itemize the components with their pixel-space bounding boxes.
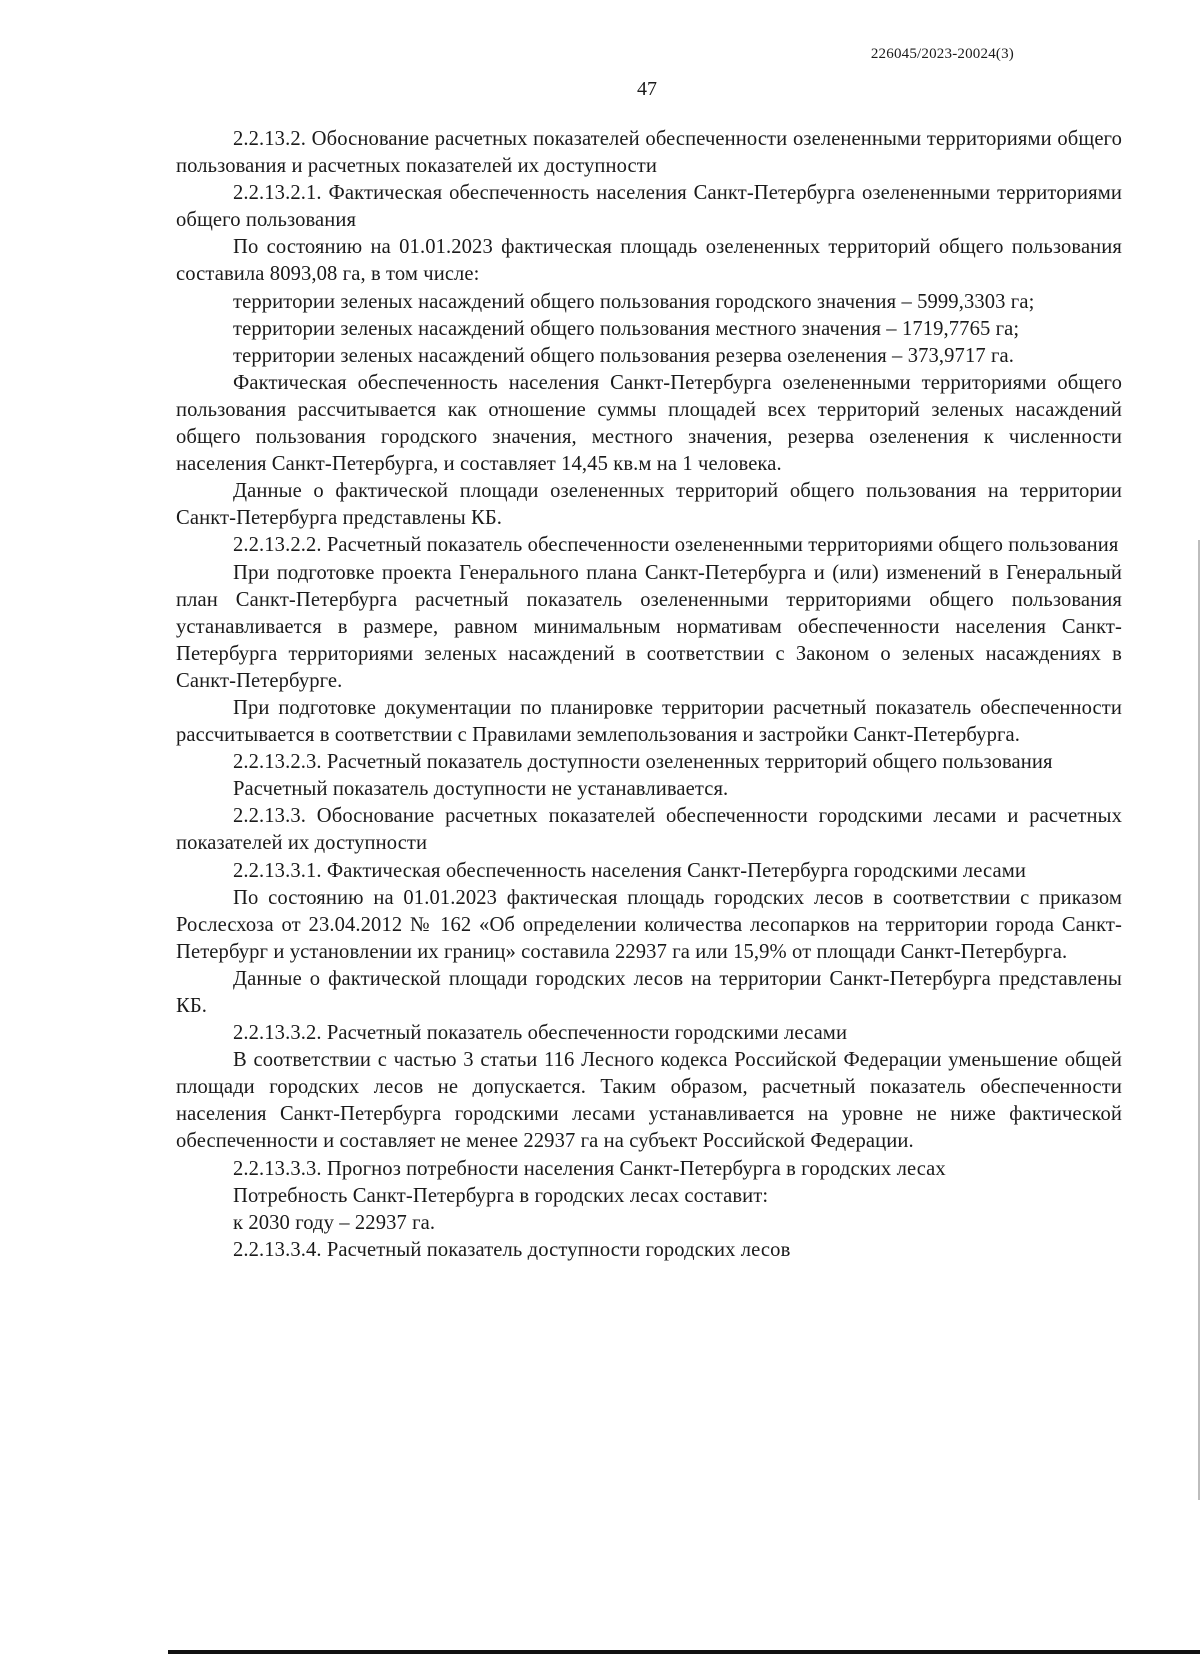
paragraph-total-green-area: По состоянию на 01.01.2023 фактическая площадь озелененных территорий общего пользования составила 8093,08 га, в том числе: <box>176 236 1122 286</box>
section-heading-2-2-13-2: 2.2.13.2. Обоснование расчетных показателей обеспеченности озелененными территориями общего пользования и расчетных показателей их доступности <box>176 128 1122 178</box>
document-body <box>176 126 1122 1264</box>
list-item-city-level-green: территории зеленых насаждений общего пользования городского значения – 5999,3303 га; <box>233 290 1035 313</box>
subsection-heading-2-2-13-2-1: 2.2.13.2.1. Фактическая обеспеченность населения Санкт-Петербурга озелененными территориями общего пользования <box>176 182 1122 232</box>
subsection-heading-2-2-13-2-3: 2.2.13.2.3. Расчетный показатель доступности озелененных территорий общего пользования <box>233 751 1053 774</box>
document-registration-number: 226045/2023-20024(3) <box>870 46 1014 62</box>
paragraph-actual-provision: Фактическая обеспеченность населения Санкт-Петербурга озелененными территориями общего пользования рассчитывается как отношение суммы площадей всех территорий зеленых насаждений общего пользования городского значения, местного значения, резерва озеленения к численности населения Санкт-Петербурга, и составляет 14,45 кв.м на 1 человека. <box>176 371 1122 476</box>
paragraph-forest-code-article: В соответствии с частью 3 статьи 116 Лесного кодекса Российской Федерации уменьшение общей площади городских лесов не допускается. Таким образом, расчетный показатель обеспеченности населения Санкт-Петербурга городскими лесами устанавливается на уровне не ниже фактической обеспеченности и составляет не менее 22937 га на субъект Российской Федерации. <box>176 1049 1122 1153</box>
paragraph-forest-demand-2030: к 2030 году – 22937 га. <box>233 1211 436 1234</box>
page-number: 47 <box>637 78 657 100</box>
subsection-heading-2-2-13-3-1: 2.2.13.3.1. Фактическая обеспеченность населения Санкт-Петербурга городскими лесами <box>233 859 1027 882</box>
list-item-reserve-green: территории зеленых насаждений общего пользования резерва озеленения – 373,9717 га. <box>233 344 1015 367</box>
paragraph-city-forest-area: По состоянию на 01.01.2023 фактическая площадь городских лесов в соответствии с приказом Рослесхоза от 23.04.2012 № 162 «Об определении количества лесопарков на территории города Санкт-Петербург и установлении их границ» составила 22937 га или 15,9% от площади Санкт-Петербурга. <box>176 886 1122 963</box>
subsection-heading-2-2-13-3-3: 2.2.13.3.3. Прогноз потребности населения Санкт-Петербурга в городских лесах <box>233 1157 946 1180</box>
paragraph-general-plan-indicator: При подготовке проекта Генерального плана Санкт-Петербурга и (или) изменений в Генеральный план Санкт-Петербурга расчетный показатель озелененными территориями общего пользования устанавливается в размере, равном минимальным нормативам обеспеченности населения Санкт-Петербурга территориями зеленых насаждений в соответствии с Законом о зеленых насаждениях в Санкт-Петербурге. <box>176 561 1122 692</box>
paragraph-city-forest-data: Данные о фактической площади городских лесов на территории Санкт-Петербурга представлены КБ. <box>176 967 1122 1017</box>
subsection-heading-2-2-13-3-4: 2.2.13.3.4. Расчетный показатель доступности городских лесов <box>233 1238 791 1261</box>
paragraph-green-area-data: Данные о фактической площади озелененных территорий общего пользования на территории Санкт-Петербурга представлены КБ. <box>176 480 1122 530</box>
list-item-local-level-green: территории зеленых насаждений общего пользования местного значения – 1719,7765 га; <box>233 317 1020 340</box>
scan-bottom-edge <box>168 1650 1200 1654</box>
subsection-heading-2-2-13-2-2: 2.2.13.2.2. Расчетный показатель обеспеченности озелененными территориями общего пользования <box>233 534 1119 557</box>
paragraph-forest-demand: Потребность Санкт-Петербурга в городских лесах составит: <box>233 1184 769 1207</box>
section-heading-2-2-13-3: 2.2.13.3. Обоснование расчетных показателей обеспеченности городскими лесами и расчетных показателей их доступности <box>176 805 1122 855</box>
subsection-heading-2-2-13-3-2: 2.2.13.3.2. Расчетный показатель обеспеченности городскими лесами <box>233 1022 848 1045</box>
paragraph-planning-documentation: При подготовке документации по планировке территории расчетный показатель обеспеченности рассчитывается в соответствии с Правилами землепользования и застройки Санкт-Петербурга. <box>176 696 1122 747</box>
paragraph-accessibility-not-set: Расчетный показатель доступности не устанавливается. <box>233 778 729 801</box>
